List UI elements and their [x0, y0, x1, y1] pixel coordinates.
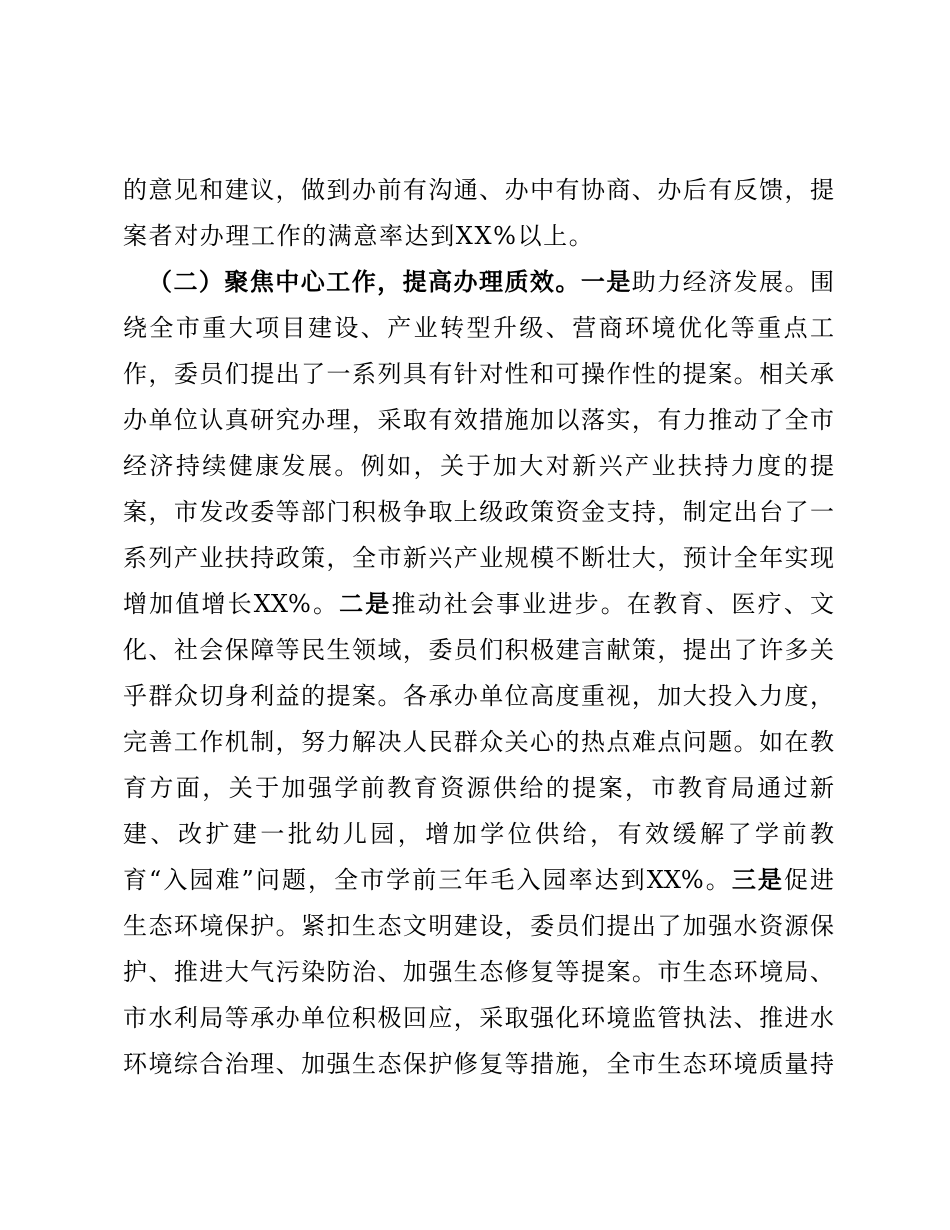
text-segment: 促进 — [783, 866, 835, 894]
text-segment: 乎群众切身利益的提案。各承办单位高度重视，加大投入力度， — [123, 682, 834, 710]
text-line — [123, 863, 834, 897]
text-line — [123, 449, 834, 483]
text-segment: 化、社会保障等民生领域，委员们积极建言献策，提出了许多关 — [123, 636, 834, 664]
text-segment: 环境综合治理、加强生态保护修复等措施，全市生态环境质量持 — [123, 1050, 834, 1078]
text-line — [123, 219, 834, 253]
text-segment: 育方面，关于加强学前教育资源供给的提案，市教育局通过新 — [123, 774, 834, 802]
text-segment: 经济持续健康发展。例如，关于加大对新兴产业扶持力度的提 — [123, 452, 834, 480]
text-line — [123, 771, 834, 805]
text-segment: 案，市发改委等部门积极争取上级政策资金支持，制定出台了一 — [123, 498, 834, 526]
text-segment: 建、改扩建一批幼儿园，增加学位供给，有效缓解了学前教 — [123, 820, 834, 848]
text-segment: 护、推进大气污染防治、加强生态修复等提案。市生态环境局、 — [123, 958, 834, 986]
text-line — [123, 173, 834, 207]
text-segment: 完善工作机制，努力解决人民群众关心的热点难点问题。如在教 — [123, 728, 834, 756]
text-segment: 育“入园难”问题，全市学前三年毛入园率达到XX%。 — [123, 866, 732, 894]
text-segment: 助力经济发展。围 — [631, 268, 835, 296]
text-segment: 案者对办理工作的满意率达到XX%以上。 — [123, 222, 595, 250]
bold-text-segment: 一是 — [580, 267, 632, 296]
text-line — [123, 725, 834, 759]
text-line — [123, 541, 834, 575]
text-segment: 作，委员们提出了一系列具有针对性和可操作性的提案。相关承 — [123, 360, 834, 388]
text-line — [123, 587, 834, 621]
text-line — [123, 679, 834, 713]
bold-text-segment: 三是 — [731, 865, 784, 894]
text-line — [123, 403, 834, 437]
text-line — [123, 817, 834, 851]
text-segment: 的意见和建议，做到办前有沟通、办中有协商、办后有反馈，提 — [123, 176, 834, 204]
text-segment: 市水利局等承办单位积极回应，采取强化环境监管执法、推进水 — [123, 1004, 834, 1032]
text-line — [123, 909, 834, 943]
text-line — [123, 495, 834, 529]
text-segment: 绕全市重大项目建设、产业转型升级、营商环境优化等重点工 — [123, 314, 834, 342]
text-line — [123, 357, 834, 391]
text-line — [123, 1047, 834, 1081]
text-line — [148, 265, 834, 299]
text-segment: 生态环境保护。紧扣生态文明建设，委员们提出了加强水资源保 — [123, 912, 834, 940]
bold-text-segment: 二是 — [339, 589, 392, 618]
text-line — [123, 311, 834, 345]
text-segment: 推动社会事业进步。在教育、医疗、文 — [391, 590, 835, 618]
text-segment: 增加值增长XX%。 — [123, 590, 340, 618]
bold-text-segment: （二）聚焦中心工作，提高办理质效。 — [148, 267, 581, 296]
text-segment: 系列产业扶持政策，全市新兴产业规模不断壮大，预计全年实现 — [123, 544, 834, 572]
text-line — [123, 1001, 834, 1035]
text-line — [123, 955, 834, 989]
text-segment: 办单位认真研究办理，采取有效措施加以落实，有力推动了全市 — [123, 406, 834, 434]
text-line — [123, 633, 834, 667]
